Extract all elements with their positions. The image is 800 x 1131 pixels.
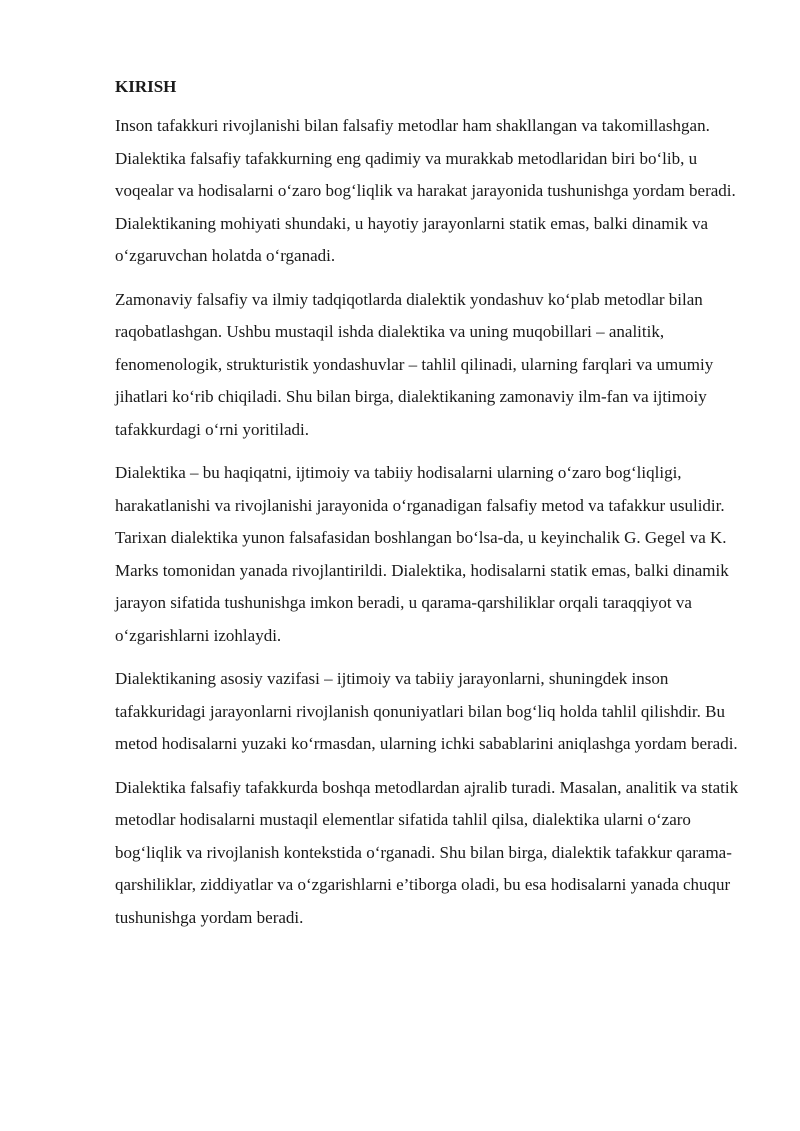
section-heading: KIRISH	[115, 77, 177, 96]
paragraph-3: Dialektika – bu haqiqatni, ijtimoiy va tabiiy hodisalarni ularning o‘zaro bog‘liqligi, harakatlanishi va rivojlanishi jarayonida o‘rganadigan falsafiy metod va tafakkur usulidir. Tarixan dialektika yunon falsafasidan boshlangan bo‘lsa-da, u keyinchalik G. Gegel va K. Marks tomonidan yanada rivojlantirildi. Dialektika, hodisalarni statik emas, balki dinamik jarayon sifatida tushunishga imkon beradi, u qarama-qarshiliklar orqali taraqqiyot va o‘zgarishlarni izohlaydi.	[115, 463, 729, 645]
paragraph-4: Dialektikaning asosiy vazifasi – ijtimoiy va tabiiy jarayonlarni, shuningdek inson tafakkuridagi jarayonlarni rivojlanish qonuniyatlari bilan bog‘liq holda tahlil qilishdir. Bu metod hodisalarni yuzaki ko‘rmasdan, ularning ichki sabablarini aniqlashga yordam beradi.	[115, 669, 738, 753]
paragraph-2: Zamonaviy falsafiy va ilmiy tadqiqotlarda dialektik yondashuv ko‘plab metodlar bilan raqobatlashgan. Ushbu mustaqil ishda dialektika va uning muqobillari – analitik, fenomenologik, strukturistik yondashuvlar – tahlil qilinadi, ularning farqlari va umumiy jihatlari ko‘rib chiqiladi. Shu bilan birga, dialektikaning zamonaviy ilm-fan va ijtimoiy tafakkurdagi o‘rni yoritiladi.	[115, 289, 714, 439]
paragraph-5: Dialektika falsafiy tafakkurda boshqa metodlardan ajralib turadi. Masalan, analitik va statik metodlar hodisalarni mustaqil elementlar sifatida tahlil qilsa, dialektika ularni o‘zaro bog‘liqlik va rivojlanish kontekstida o‘rganadi. Shu bilan birga, dialektik tafakkur qarama-qarshiliklar, ziddiyatlar va o‘zgarishlarni e’tiborga oladi, bu esa hodisalarni yanada chuqur tushunishga yordam beradi.	[115, 777, 739, 927]
paragraph-1: Inson tafakkuri rivojlanishi bilan falsafiy metodlar ham shakllangan va takomillashgan. Dialektika falsafiy tafakkurning eng qadimiy va murakkab metodlaridan biri bo‘lib, u voqealar va hodisalarni o‘zaro bog‘liqlik va harakat jarayonida tushunishga yordam beradi. Dialektikaning mohiyati shundaki, u hayotiy jarayonlarni statik emas, balki dinamik va o‘zgaruvchan holatda o‘rganadi.	[115, 116, 736, 265]
document-page	[115, 76, 747, 945]
